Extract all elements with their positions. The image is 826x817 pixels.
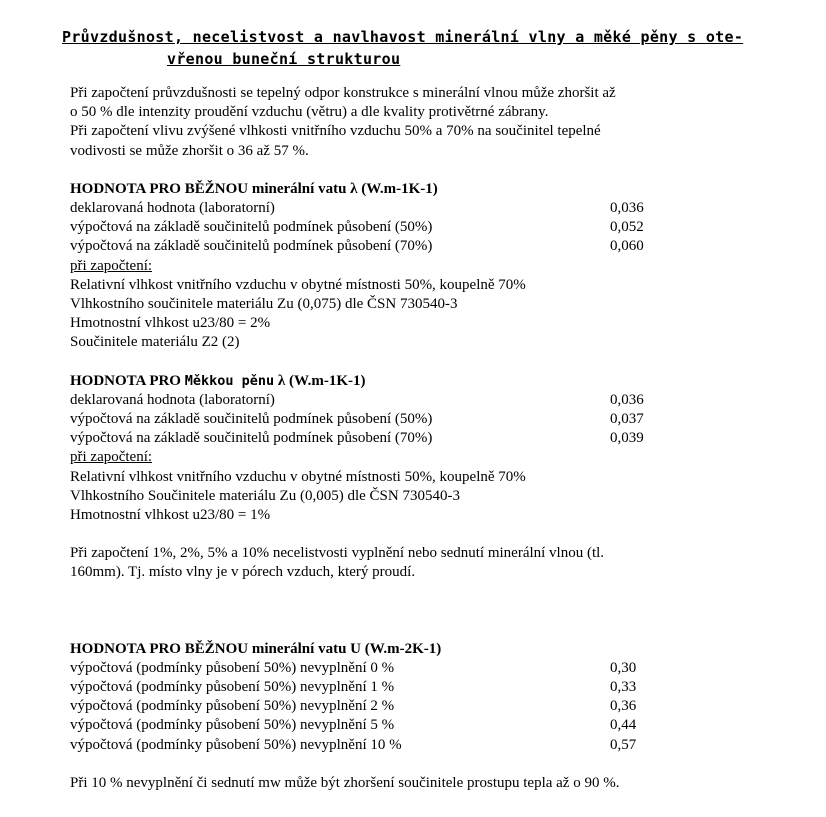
- row-label: výpočtová na základě součinitelů podmínek působení (50%): [70, 219, 433, 236]
- document-title: [62, 26, 752, 70]
- row-label: výpočtová (podmínky působení 50%) nevyplnění 1 %: [70, 679, 395, 696]
- row-value: 0,052: [610, 219, 644, 236]
- conclusion: Při 10 % nevyplnění či sednutí mw může být zhoršení součinitele prostupu tepla až o 90 %.: [70, 774, 620, 791]
- note-line: Součinitele materiálu Z2 (2): [70, 334, 240, 351]
- paragraph-line: Při započtení 1%, 2%, 5% a 10% necelistvosti vyplnění nebo sednutí minerální vlnou (tl.: [70, 545, 605, 562]
- notes-heading: při započtení:: [70, 257, 153, 274]
- row-label: deklarovaná hodnota (laboratorní): [70, 200, 275, 217]
- intro-line: Při započtení vlivu zvýšené vlhkosti vnitřního vzduchu 50% a 70% na součinitel tepelné: [70, 123, 601, 140]
- value-row: [70, 659, 770, 678]
- row-value: 0,44: [610, 717, 637, 734]
- heading-part: HODNOTA PRO: [70, 372, 185, 389]
- row-label: výpočtová (podmínky působení 50%) nevyplnění 10 %: [70, 736, 402, 753]
- note-line: Vlhkostního součinitele materiálu Zu (0,075) dle ČSN 730540-3: [70, 296, 458, 313]
- value-row: [70, 237, 770, 256]
- row-value: 0,036: [610, 391, 644, 408]
- row-label: výpočtová na základě součinitelů podmínek působení (70%): [70, 238, 433, 255]
- intro-line: Při započtení průvzdušnosti se tepelný odpor konstrukce s minerální vlnou může zhoršit až: [70, 85, 616, 101]
- note-line: Hmotnostní vlhkost u23/80 = 1%: [70, 507, 271, 524]
- value-row: [70, 391, 770, 410]
- value-row: [70, 199, 770, 218]
- row-value: 0,36: [610, 698, 637, 715]
- row-label: výpočtová na základě součinitelů podmínek působení (70%): [70, 430, 433, 447]
- row-value: 0,57: [610, 736, 637, 753]
- value-row: [70, 410, 770, 429]
- title-line-1: Průvzdušnost, necelistvost a navlhavost minerální vlny a měké pěny s ote-: [62, 28, 744, 46]
- gaps-paragraph: [70, 544, 770, 582]
- heading-part: Měkkou pěnu: [184, 372, 275, 389]
- note-line: Relativní vlhkost vnitřního vzduchu v obytné místnosti 50%, koupelně 70%: [70, 276, 526, 293]
- note-line: Vlhkostního Součinitele materiálu Zu (0,005) dle ČSN 730540-3: [70, 487, 460, 504]
- row-value: 0,036: [610, 200, 644, 217]
- section-soft-foam-lambda: [70, 372, 770, 526]
- value-row: [70, 736, 770, 755]
- row-value: 0,33: [610, 679, 637, 696]
- document-body: [70, 84, 770, 793]
- row-label: výpočtová (podmínky působení 50%) nevyplnění 0 %: [70, 659, 395, 676]
- section-heading: HODNOTA PRO BĚŽNOU minerální vatu λ (W.m-1K-1): [70, 180, 438, 197]
- section-heading: HODNOTA PRO BĚŽNOU minerální vatu U (W.m-2K-1): [70, 640, 442, 657]
- heading-part: λ (W.m-1K-1): [274, 372, 366, 389]
- value-row: [70, 678, 770, 697]
- row-label: výpočtová (podmínky působení 50%) nevyplnění 2 %: [70, 698, 395, 715]
- value-row: [70, 697, 770, 716]
- row-value: 0,039: [610, 430, 644, 447]
- intro-line: o 50 % dle intenzity proudění vzduchu (větru) a dle kvality protivětrné zábrany.: [70, 104, 549, 121]
- notes-heading: při započtení:: [70, 449, 153, 466]
- value-row: [70, 218, 770, 237]
- row-label: výpočtová (podmínky působení 50%) nevyplnění 5 %: [70, 717, 395, 734]
- intro-line: vodivosti se může zhoršit o 36 až 57 %.: [70, 142, 309, 159]
- section-mineral-wool-lambda: [70, 180, 770, 353]
- section-heading: [70, 372, 770, 391]
- value-row: [70, 716, 770, 735]
- title-line-2: vřenou buneční strukturou: [167, 50, 401, 68]
- intro-paragraph: [70, 84, 770, 161]
- paragraph-line: 160mm). Tj. místo vlny je v pórech vzduch, který proudí.: [70, 564, 416, 581]
- row-label: deklarovaná hodnota (laboratorní): [70, 391, 275, 408]
- note-line: Hmotnostní vlhkost u23/80 = 2%: [70, 315, 271, 332]
- row-value: 0,037: [610, 411, 644, 428]
- row-value: 0,060: [610, 238, 644, 255]
- section-mineral-wool-u: [70, 640, 770, 755]
- value-row: [70, 429, 770, 448]
- row-label: výpočtová na základě součinitelů podmínek působení (50%): [70, 411, 433, 428]
- row-value: 0,30: [610, 659, 637, 676]
- note-line: Relativní vlhkost vnitřního vzduchu v obytné místnosti 50%, koupelně 70%: [70, 468, 526, 485]
